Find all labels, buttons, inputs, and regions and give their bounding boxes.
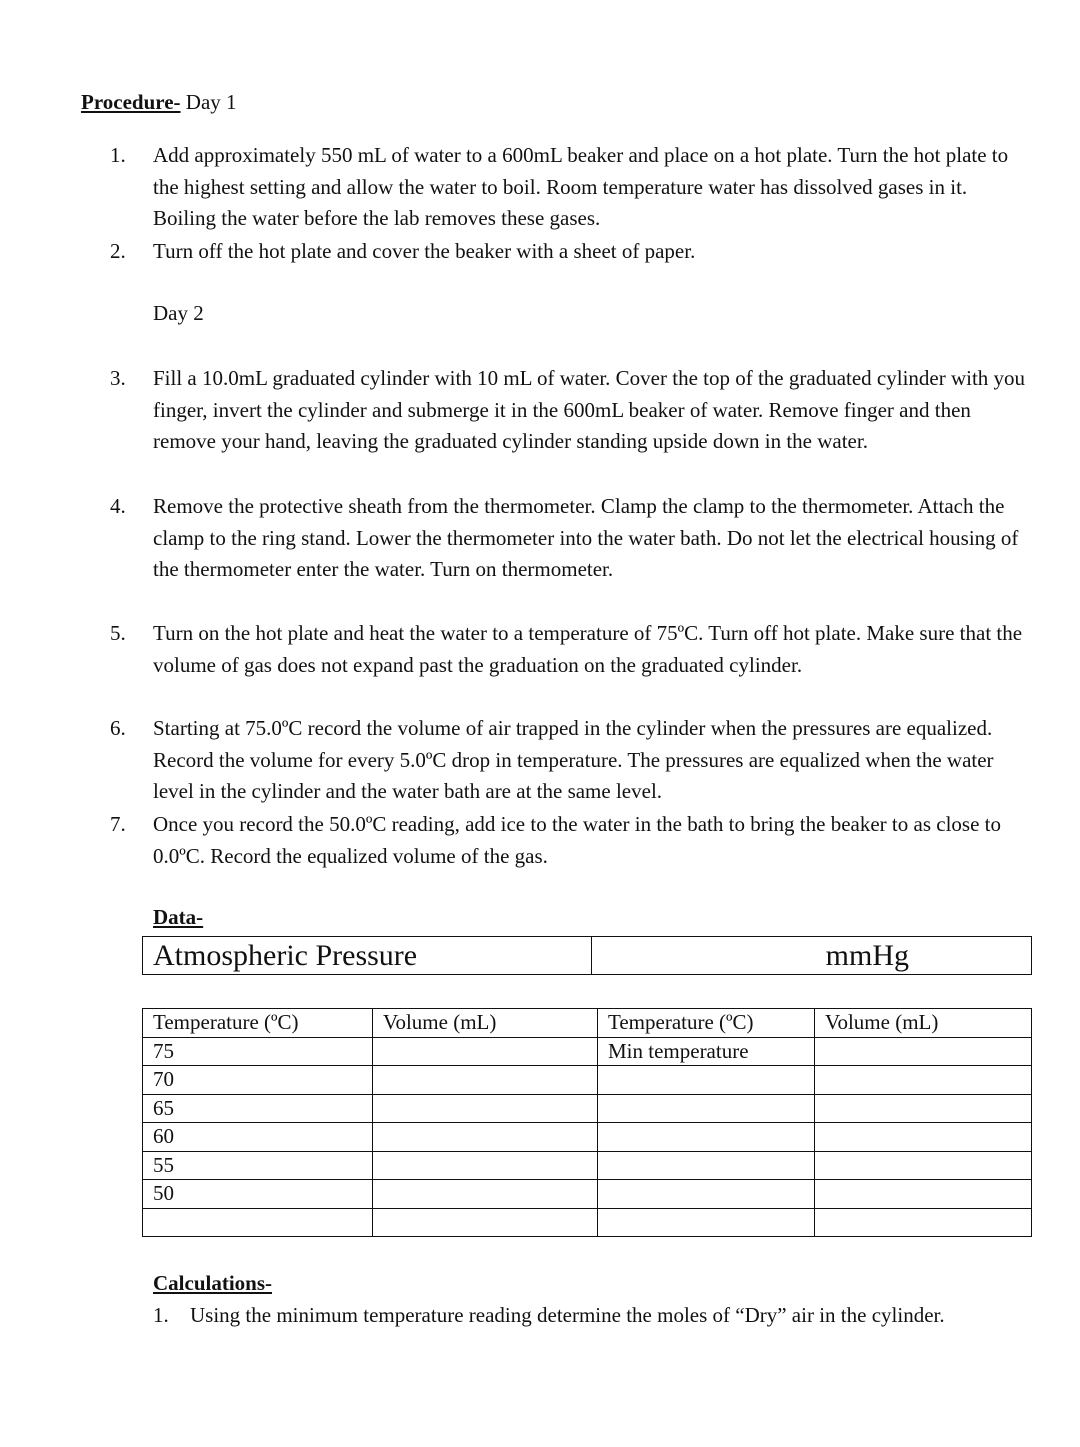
day1-label: Day 1	[185, 90, 237, 114]
table-cell-input[interactable]	[598, 1066, 815, 1095]
table-cell-input[interactable]	[815, 1180, 1032, 1209]
procedure-heading: Procedure-	[81, 90, 181, 114]
col-header-volume: Volume (mL)	[373, 1009, 598, 1038]
table-cell-input[interactable]	[598, 1123, 815, 1152]
table-cell: Min temperature	[598, 1037, 815, 1066]
table-row	[143, 1094, 1032, 1123]
step-number: 1.	[110, 143, 126, 167]
table-cell-input[interactable]	[598, 1094, 815, 1123]
table-cell: 55	[143, 1151, 373, 1180]
step-text: Once you record the 50.0ºC reading, add ice to the water in the bath to bring the beaker to as close to 0.0ºC. Record the equalized volume of the gas.	[153, 812, 1001, 868]
atm-pressure-unit: mmHg	[592, 937, 1032, 975]
data-heading: Data-	[153, 905, 204, 929]
table-cell-input[interactable]	[598, 1208, 815, 1237]
step-text: Turn on the hot plate and heat the water to a temperature of 75ºC. Turn off hot plate. Make sure that the volume of gas does not expand past the graduation on the graduated cylinder.	[153, 621, 1023, 677]
step-number: 6.	[110, 716, 126, 740]
table-row	[143, 1037, 1032, 1066]
table-cell-input[interactable]	[373, 1208, 598, 1237]
table-cell: 75	[143, 1037, 373, 1066]
step-number: 5.	[110, 621, 126, 645]
table-cell-input[interactable]	[373, 1037, 598, 1066]
calc-number: 1.	[153, 1303, 169, 1327]
table-cell-input[interactable]	[815, 1066, 1032, 1095]
step-text: Turn off the hot plate and cover the beaker with a sheet of paper.	[153, 239, 696, 263]
table-row	[143, 1066, 1032, 1095]
col-header-temperature: Temperature (ºC)	[598, 1009, 815, 1038]
step-text: Add approximately 550 mL of water to a 600mL beaker and place on a hot plate. Turn the hot plate to the highest setting and allow the water to boil. Room temperature water has dissolved gases in it. Boiling the water before the lab removes these gases.	[153, 143, 1009, 230]
col-header-volume: Volume (mL)	[815, 1009, 1032, 1038]
table-cell-input[interactable]	[815, 1208, 1032, 1237]
table-cell: 65	[143, 1094, 373, 1123]
table-cell-input[interactable]	[815, 1123, 1032, 1152]
table-cell-input[interactable]	[815, 1151, 1032, 1180]
day2-label: Day 2	[153, 301, 204, 325]
table-cell-input[interactable]	[598, 1151, 815, 1180]
table-cell-input[interactable]	[815, 1094, 1032, 1123]
step-number: 4.	[110, 494, 126, 518]
atm-pressure-label: Atmospheric Pressure	[143, 937, 592, 975]
table-row	[143, 1123, 1032, 1152]
step-number: 7.	[110, 812, 126, 836]
step-number: 3.	[110, 366, 126, 390]
step-text: Remove the protective sheath from the thermometer. Clamp the clamp to the thermometer. Attach the clamp to the ring stand. Lower the thermometer into the water bath. Do not let the electrical housing of the thermometer enter the water. Turn on thermometer.	[153, 494, 1019, 581]
table-cell-input[interactable]	[373, 1180, 598, 1209]
table-row	[143, 1151, 1032, 1180]
col-header-temperature: Temperature (ºC)	[143, 1009, 373, 1038]
table-cell: 50	[143, 1180, 373, 1209]
table-cell-input[interactable]	[373, 1151, 598, 1180]
data-table	[142, 1008, 1032, 1237]
step-number: 2.	[110, 239, 126, 263]
calc-text: Using the minimum temperature reading determine the moles of “Dry” air in the cylinder.	[190, 1303, 945, 1327]
table-cell: 70	[143, 1066, 373, 1095]
table-row	[143, 1180, 1032, 1209]
calculations-heading: Calculations-	[153, 1271, 273, 1295]
table-cell-input[interactable]	[373, 1066, 598, 1095]
procedure-heading-line	[81, 90, 237, 115]
table-row	[143, 1208, 1032, 1237]
step-text: Fill a 10.0mL graduated cylinder with 10 mL of water. Cover the top of the graduated cylinder with you finger, invert the cylinder and submerge it in the 600mL beaker of water. Remove finger and then remove your hand, leaving the graduated cylinder standing upside down in the water.	[153, 366, 1026, 453]
step-text: Starting at 75.0ºC record the volume of air trapped in the cylinder when the pressures are equalized. Record the volume for every 5.0ºC drop in temperature. The pressures are equalized when the water level in the cylinder and the water bath are at the same level.	[153, 716, 994, 803]
table-cell-input[interactable]	[815, 1037, 1032, 1066]
table-cell-input[interactable]	[373, 1123, 598, 1152]
table-header-row	[143, 1009, 1032, 1038]
table-cell: 60	[143, 1123, 373, 1152]
table-cell-input[interactable]	[143, 1208, 373, 1237]
atmospheric-pressure-table	[142, 936, 1032, 975]
table-cell-input[interactable]	[373, 1094, 598, 1123]
table-cell-input[interactable]	[598, 1180, 815, 1209]
